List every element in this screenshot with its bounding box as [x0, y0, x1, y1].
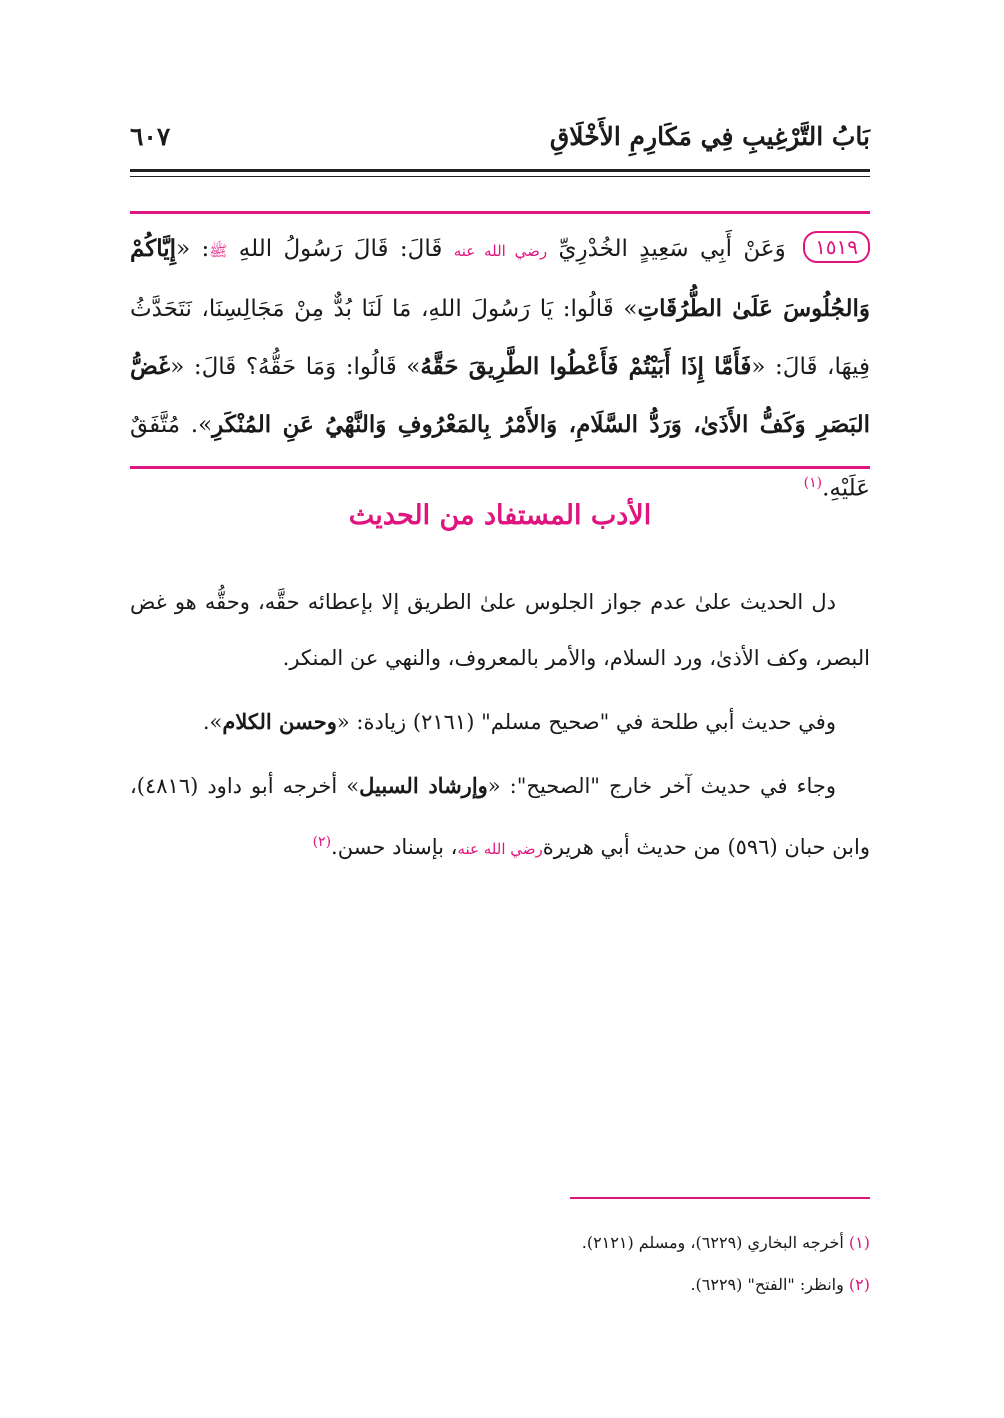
p3-text-b: » أخرجه أبو داود (٤٨١٦)، وابن حبان (٥٩٦) من حديث أبي هريرة — [130, 774, 870, 859]
footnote-item — [130, 1222, 870, 1264]
salla-honorific: ﷺ — [209, 242, 228, 260]
hadith-narrator: وَعَنْ أَبِي سَعِيدٍ الخُدْرِيِّ — [558, 236, 786, 262]
commentary-paragraph-2 — [130, 694, 870, 750]
footnote-ref-1[interactable]: (١) — [803, 475, 823, 491]
p3-text-a: وجاء في حديث آخر خارج "الصحيح": « — [487, 774, 836, 798]
hadith-number-badge: ١٥١٩ — [803, 231, 870, 263]
commentary-paragraph-3 — [130, 758, 870, 877]
hadith-end: ». مُتَّفَقٌ عَلَيْهِ. — [130, 412, 870, 502]
footnote-item — [130, 1264, 870, 1306]
running-header — [130, 118, 870, 162]
hadith-said: قَالَ: قَالَ رَسُولُ اللهِ — [238, 236, 443, 262]
p3-radiallah-honorific: رضي الله عنه — [457, 840, 543, 858]
header-rule-thin — [130, 176, 870, 177]
hadith-bold-3: غَضُّ البَصَرِ وَكَفُّ الأَذَىٰ، وَرَدُّ السَّلَامِ، وَالأَمْرُ بِالمَعْرُوفِ وَالنَّهْيُ عَنِ المُنْكَرِ — [130, 353, 870, 438]
header-rule-thick — [130, 169, 870, 172]
hadith-quote-open: : « — [176, 236, 210, 262]
footnote-number: (٢) — [848, 1275, 870, 1294]
hadith-bold-2: فَأَمَّا إِذَا أَبَيْتُمْ فَأَعْطُوا الطَّرِيقَ حَقَّهُ — [420, 353, 752, 380]
footnote-text: أخرجه البخاري (٦٢٢٩)، ومسلم (٢١٢١). — [581, 1233, 844, 1252]
footnotes — [130, 1222, 870, 1306]
section-heading: الأدب المستفاد من الحديث — [348, 500, 652, 531]
commentary — [130, 574, 870, 885]
p3-bold: وإرشاد السبيل — [359, 773, 488, 798]
footnote-number: (١) — [848, 1233, 870, 1252]
page-number: ٦٠٧ — [130, 122, 171, 151]
footnote-separator — [570, 1197, 870, 1199]
hadith-question: » قَالُوا: وَمَا حَقُّهُ؟ قَالَ: « — [170, 354, 421, 380]
footnote-text: وانظر: "الفتح" (٦٢٢٩). — [690, 1275, 844, 1294]
p2-text-b: ». — [202, 710, 223, 734]
radiallah-honorific: رضي الله عنه — [453, 242, 548, 260]
p2-bold: وحسن الكلام — [222, 709, 337, 734]
hadith-bold-1: إِيَّاكُمْ وَالجُلُوسَ عَلَىٰ الطُّرُقَاتِ — [130, 235, 870, 322]
footnote-ref-2[interactable]: (٢) — [312, 834, 332, 850]
hadith-rule-bottom — [130, 466, 870, 469]
hadith-rule-top — [130, 211, 870, 214]
hadith-text — [130, 220, 870, 518]
p3-text-c: ، بإسناد حسن. — [331, 835, 458, 859]
commentary-paragraph-1: دل الحديث علىٰ عدم جواز الجلوس علىٰ الطريق إلا بإعطائه حقَّه، وحقُّه هو غض البصر، وكف الأذىٰ، ورد السلام، والأمر بالمعروف، والنهي عن المنكر. — [130, 590, 870, 670]
hadith-middle: » قَالُوا: يَا رَسُولَ اللهِ، مَا لَنَا بُدٌّ مِنْ مَجَالِسِنَا، نَتَحَدَّثُ فِيهَا، قَالَ: « — [130, 296, 870, 380]
p2-text-a: وفي حديث أبي طلحة في "صحيح مسلم" (٢١٦١) زيادة: « — [336, 710, 836, 734]
chapter-title: بَابُ التَّرْغِيبِ فِي مَكَارِمِ الأَخْلَاقِ — [549, 122, 870, 151]
